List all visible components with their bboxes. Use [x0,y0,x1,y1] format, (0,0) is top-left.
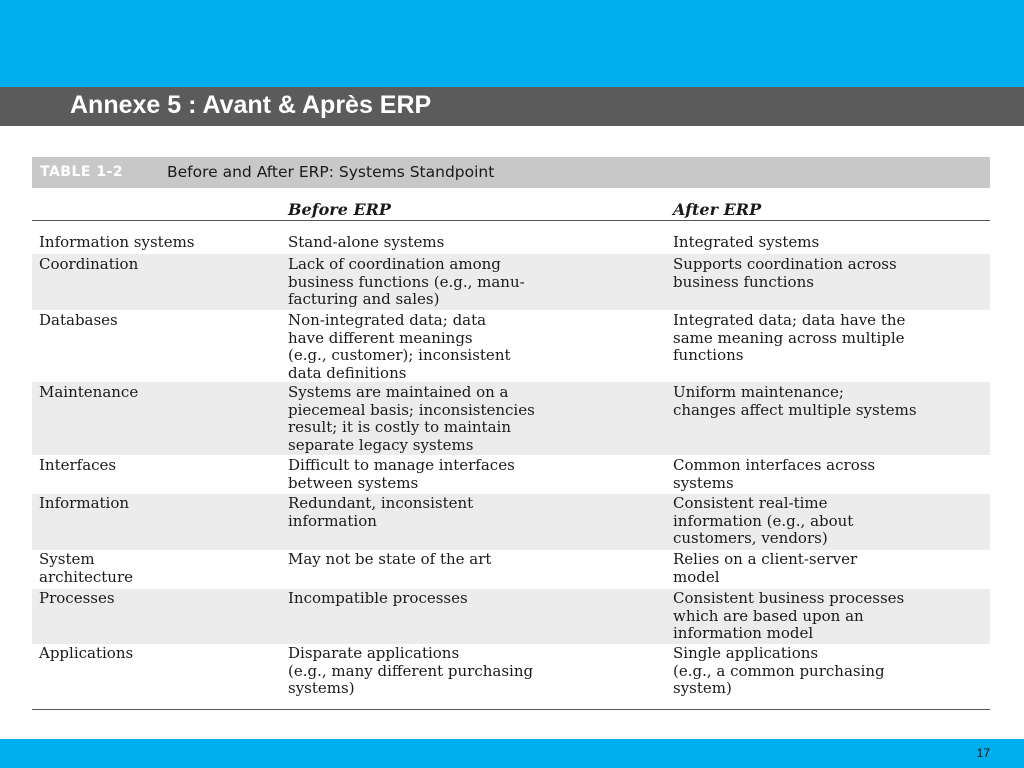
table-caption-tag: TABLE 1-2 [40,164,124,180]
slide-title: Annexe 5 : Avant & Après ERP [70,91,432,119]
top-blue-band [0,0,1024,87]
after-cell: Uniform maintenance; changes affect multiple systems [673,383,917,419]
after-cell: Consistent real-time information (e.g., about customers, vendors) [673,494,854,547]
row-label: Information systems [39,233,195,251]
table-row [32,455,990,494]
table-header-rule [32,220,990,221]
after-cell: Supports coordination across business functions [673,255,897,291]
table-caption [32,157,990,188]
table-bottom-rule [32,709,990,710]
column-header-after: After ERP [673,200,762,219]
table-row [32,234,990,254]
table-row [32,589,990,644]
table-row [32,550,990,589]
before-cell: Non-integrated data; data have different meanings (e.g., customer); inconsistent data definitions [288,311,511,382]
row-label: Applications [39,644,134,662]
table-row [32,644,990,708]
before-cell: Systems are maintained on a piecemeal basis; inconsistencies result; it is costly to maintain separate legacy systems [288,383,535,454]
after-cell: Single applications (e.g., a common purchasing system) [673,644,885,697]
after-cell: Consistent business processes which are based upon an information model [673,589,905,642]
row-label: Coordination [39,255,139,273]
table-row [32,494,990,550]
after-cell: Integrated systems [673,233,820,251]
after-cell: Common interfaces across systems [673,456,876,492]
row-label: Interfaces [39,456,117,474]
table-row [32,310,990,382]
row-label: Maintenance [39,383,139,401]
before-cell: Stand-alone systems [288,233,445,251]
row-label: Databases [39,311,118,329]
row-label: System architecture [39,550,134,586]
before-cell: May not be state of the art [288,550,492,568]
after-cell: Relies on a client-server model [673,550,858,586]
before-cell: Disparate applications (e.g., many different purchasing systems) [288,644,534,697]
bottom-blue-band [0,739,1024,768]
after-cell: Integrated data; data have the same meaning across multiple functions [673,311,906,364]
before-cell: Lack of coordination among business functions (e.g., manu- facturing and sales) [288,255,525,308]
before-cell: Difficult to manage interfaces between systems [288,456,515,492]
table-caption-text: Before and After ERP: Systems Standpoint [167,163,495,181]
row-label: Processes [39,589,115,607]
column-header-before: Before ERP [288,200,391,219]
table-row [32,254,990,310]
before-cell: Incompatible processes [288,589,468,607]
page-number: 17 [976,746,990,760]
before-cell: Redundant, inconsistent information [288,494,474,530]
row-label: Information [39,494,130,512]
table-row [32,382,990,455]
